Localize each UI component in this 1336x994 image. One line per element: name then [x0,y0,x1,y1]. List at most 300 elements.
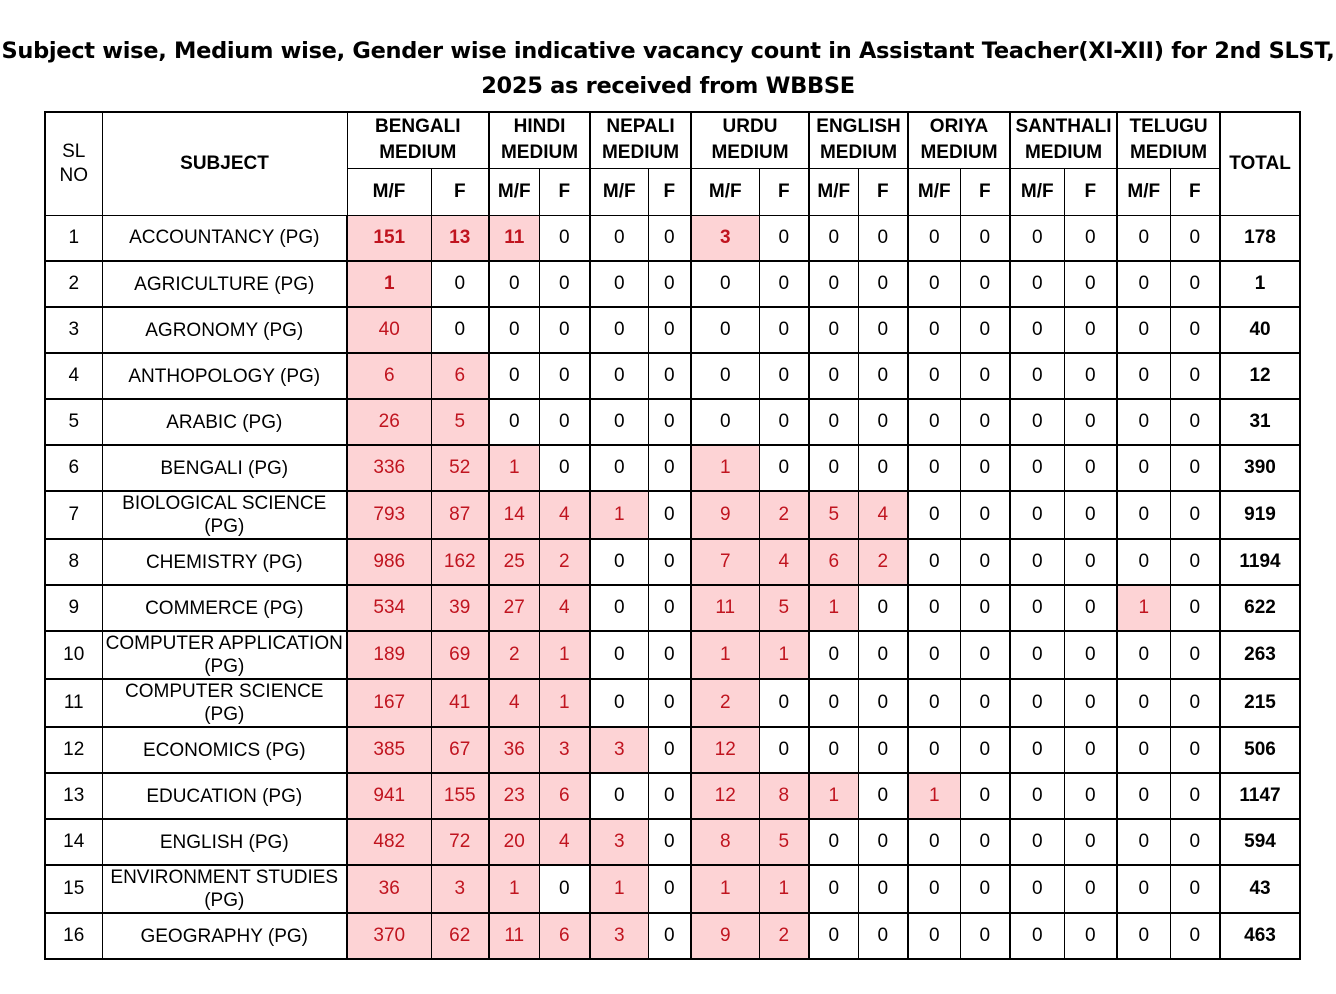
vacancy-cell: 0 [858,307,908,353]
vacancy-cell: 52 [431,445,489,491]
vacancy-cell: 0 [1117,307,1170,353]
vacancy-cell: 0 [539,445,590,491]
header-medium-name: TELUGU [1129,116,1208,138]
vacancy-cell: 0 [858,399,908,445]
vacancy-cell: 0 [1064,585,1117,631]
vacancy-cell: 0 [1064,819,1117,865]
vacancy-cell: 0 [1064,727,1117,773]
vacancy-cell: 167 [347,679,431,727]
vacancy-cell: 0 [1170,773,1220,819]
vacancy-cell: 7 [691,539,759,585]
row-total: 1194 [1220,539,1300,585]
vacancy-cell: 0 [648,679,691,727]
header-mf: M/F [691,168,759,215]
row-total: 31 [1220,399,1300,445]
vacancy-cell: 0 [759,215,809,261]
row-subject: ARABIC (PG) [102,399,347,445]
vacancy-cell: 0 [809,399,858,445]
header-f: F [1170,168,1220,215]
header-f: F [648,168,691,215]
vacancy-cell: 0 [908,399,960,445]
header-mf: M/F [1117,168,1170,215]
row-total: 506 [1220,727,1300,773]
vacancy-cell: 0 [960,585,1010,631]
vacancy-cell: 0 [590,773,648,819]
vacancy-cell: 370 [347,913,431,959]
vacancy-cell: 0 [858,353,908,399]
vacancy-cell: 0 [809,727,858,773]
vacancy-cell: 0 [908,585,960,631]
vacancy-cell: 0 [590,679,648,727]
vacancy-table [44,111,1301,960]
vacancy-cell: 0 [1064,307,1117,353]
row-total: 40 [1220,307,1300,353]
vacancy-cell: 40 [347,307,431,353]
row-subject: CHEMISTRY (PG) [102,539,347,585]
vacancy-cell: 0 [539,353,590,399]
vacancy-cell: 0 [1010,585,1064,631]
vacancy-cell: 6 [809,539,858,585]
title-line-1: Subject wise, Medium wise, Gender wise indicative vacancy count in Assistant Teacher(XI-XII) for 2nd SLST, [1,38,1335,64]
vacancy-cell: 20 [489,819,539,865]
vacancy-cell: 9 [691,491,759,539]
vacancy-cell: 0 [1170,215,1220,261]
row-sl-no: 13 [45,773,102,819]
vacancy-cell: 1 [691,445,759,491]
row-total: 1147 [1220,773,1300,819]
vacancy-cell: 39 [431,585,489,631]
vacancy-cell: 1 [809,773,858,819]
header-medium [809,112,908,168]
vacancy-cell: 986 [347,539,431,585]
row-subject: ENGLISH (PG) [102,819,347,865]
vacancy-cell: 0 [759,353,809,399]
vacancy-cell: 2 [489,631,539,679]
vacancy-cell: 36 [489,727,539,773]
vacancy-cell: 0 [858,631,908,679]
header-f: F [539,168,590,215]
vacancy-cell: 0 [489,261,539,307]
header-medium [347,112,489,168]
row-sl-no: 12 [45,727,102,773]
vacancy-cell: 0 [858,445,908,491]
header-medium-suffix: MEDIUM [711,142,789,164]
vacancy-cell: 0 [960,307,1010,353]
row-subject: BENGALI (PG) [102,445,347,491]
vacancy-cell: 0 [648,215,691,261]
vacancy-cell: 0 [1064,261,1117,307]
vacancy-cell: 0 [648,913,691,959]
vacancy-cell: 0 [691,307,759,353]
vacancy-cell: 1 [759,865,809,913]
vacancy-cell: 0 [908,353,960,399]
vacancy-cell: 0 [908,631,960,679]
table-row [45,353,1300,399]
vacancy-cell: 0 [539,865,590,913]
vacancy-cell: 5 [809,491,858,539]
vacancy-cell: 27 [489,585,539,631]
vacancy-cell: 0 [809,679,858,727]
table-row [45,679,1300,727]
vacancy-cell: 5 [759,819,809,865]
row-subject: AGRICULTURE (PG) [102,261,347,307]
vacancy-cell: 0 [759,727,809,773]
vacancy-cell: 8 [759,773,809,819]
table-row [45,445,1300,491]
vacancy-cell: 0 [691,261,759,307]
vacancy-cell: 41 [431,679,489,727]
vacancy-cell: 0 [908,215,960,261]
vacancy-cell: 151 [347,215,431,261]
vacancy-cell: 14 [489,491,539,539]
vacancy-cell: 0 [960,215,1010,261]
vacancy-cell: 0 [539,307,590,353]
vacancy-cell: 6 [539,773,590,819]
vacancy-cell: 4 [759,539,809,585]
vacancy-cell: 0 [1010,491,1064,539]
vacancy-cell: 0 [590,353,648,399]
vacancy-cell: 0 [1117,913,1170,959]
row-subject: ANTHOPOLOGY (PG) [102,353,347,399]
header-total: TOTAL [1220,112,1300,215]
row-total: 215 [1220,679,1300,727]
row-sl-no: 11 [45,679,102,727]
vacancy-cell: 0 [908,539,960,585]
row-total: 1 [1220,261,1300,307]
vacancy-cell: 0 [1117,819,1170,865]
vacancy-cell: 0 [648,261,691,307]
vacancy-cell: 3 [590,819,648,865]
vacancy-cell: 0 [908,307,960,353]
vacancy-cell: 0 [858,261,908,307]
vacancy-cell: 0 [590,631,648,679]
header-medium-name: BENGALI [375,116,461,138]
header-medium [1117,112,1220,168]
vacancy-cell: 0 [858,819,908,865]
vacancy-cell: 2 [691,679,759,727]
vacancy-cell: 0 [759,399,809,445]
row-sl-no: 9 [45,585,102,631]
vacancy-cell: 0 [590,445,648,491]
vacancy-cell: 0 [489,399,539,445]
header-medium-name: HINDI [513,116,566,138]
row-total: 390 [1220,445,1300,491]
vacancy-cell: 0 [1117,491,1170,539]
row-subject: ECONOMICS (PG) [102,727,347,773]
vacancy-cell: 23 [489,773,539,819]
vacancy-cell: 0 [908,865,960,913]
vacancy-cell: 0 [1117,631,1170,679]
vacancy-cell: 0 [1170,399,1220,445]
row-total: 263 [1220,631,1300,679]
vacancy-cell: 4 [539,491,590,539]
vacancy-cell: 0 [960,491,1010,539]
header-mf: M/F [590,168,648,215]
vacancy-cell: 0 [809,913,858,959]
header-f: F [431,168,489,215]
vacancy-cell: 4 [489,679,539,727]
vacancy-cell: 0 [590,261,648,307]
vacancy-cell: 0 [539,261,590,307]
vacancy-cell: 69 [431,631,489,679]
row-total: 43 [1220,865,1300,913]
vacancy-cell: 1 [590,491,648,539]
vacancy-cell: 3 [691,215,759,261]
row-subject: GEOGRAPHY (PG) [102,913,347,959]
vacancy-cell: 0 [809,865,858,913]
vacancy-cell: 336 [347,445,431,491]
vacancy-cell: 0 [648,539,691,585]
vacancy-cell: 0 [1170,307,1220,353]
row-subject: COMMERCE (PG) [102,585,347,631]
row-subject: COMPUTER SCIENCE (PG) [102,679,347,727]
vacancy-cell: 0 [960,445,1010,491]
vacancy-cell: 0 [1170,727,1220,773]
vacancy-cell: 4 [539,585,590,631]
vacancy-cell: 0 [1064,539,1117,585]
vacancy-cell: 0 [590,215,648,261]
header-mf: M/F [908,168,960,215]
vacancy-cell: 0 [1064,399,1117,445]
table-row [45,773,1300,819]
vacancy-cell: 0 [648,445,691,491]
vacancy-cell: 1 [539,679,590,727]
table-row [45,491,1300,539]
vacancy-cell: 0 [1064,679,1117,727]
vacancy-cell: 4 [858,491,908,539]
vacancy-cell: 0 [858,773,908,819]
vacancy-cell: 0 [1010,539,1064,585]
vacancy-cell: 0 [1170,631,1220,679]
vacancy-cell: 0 [590,585,648,631]
vacancy-cell: 0 [1064,215,1117,261]
vacancy-cell: 0 [648,491,691,539]
table-row [45,307,1300,353]
row-total: 178 [1220,215,1300,261]
vacancy-cell: 0 [759,307,809,353]
row-sl-no: 2 [45,261,102,307]
vacancy-cell: 0 [908,445,960,491]
vacancy-cell: 67 [431,727,489,773]
vacancy-cell: 0 [858,585,908,631]
header-medium-suffix: MEDIUM [1024,142,1103,164]
vacancy-cell: 0 [648,631,691,679]
vacancy-cell: 0 [1170,679,1220,727]
page-title [0,34,1336,104]
vacancy-cell: 0 [1117,399,1170,445]
vacancy-cell: 0 [960,727,1010,773]
vacancy-cell: 3 [431,865,489,913]
vacancy-cell: 0 [489,307,539,353]
header-sl-no [45,112,102,215]
vacancy-cell: 11 [691,585,759,631]
vacancy-cell: 0 [1117,727,1170,773]
vacancy-cell: 0 [539,215,590,261]
row-sl-no: 1 [45,215,102,261]
vacancy-cell: 0 [908,819,960,865]
vacancy-cell: 0 [1010,353,1064,399]
vacancy-cell: 4 [539,819,590,865]
vacancy-cell: 0 [960,399,1010,445]
vacancy-cell: 0 [1010,261,1064,307]
vacancy-cell: 3 [590,913,648,959]
vacancy-cell: 0 [1117,215,1170,261]
vacancy-cell: 0 [1010,727,1064,773]
row-sl-no: 15 [45,865,102,913]
vacancy-cell: 0 [590,307,648,353]
vacancy-cell: 0 [1064,865,1117,913]
vacancy-cell: 62 [431,913,489,959]
vacancy-cell: 0 [1010,865,1064,913]
vacancy-cell: 26 [347,399,431,445]
vacancy-cell: 0 [759,261,809,307]
vacancy-cell: 0 [1010,631,1064,679]
vacancy-cell: 0 [1117,261,1170,307]
vacancy-cell: 8 [691,819,759,865]
vacancy-cell: 0 [960,913,1010,959]
vacancy-cell: 941 [347,773,431,819]
row-sl-no: 8 [45,539,102,585]
vacancy-cell: 0 [960,631,1010,679]
vacancy-cell: 0 [1010,445,1064,491]
vacancy-cell: 0 [590,399,648,445]
vacancy-cell: 6 [347,353,431,399]
vacancy-cell: 0 [960,261,1010,307]
header-sl-no-label: SL NO [59,140,88,186]
vacancy-cell: 0 [1117,679,1170,727]
vacancy-cell: 0 [1010,679,1064,727]
row-sl-no: 16 [45,913,102,959]
vacancy-cell: 0 [809,353,858,399]
vacancy-cell: 0 [1117,865,1170,913]
vacancy-cell: 189 [347,631,431,679]
vacancy-cell: 0 [960,865,1010,913]
table-row [45,399,1300,445]
vacancy-cell: 0 [489,353,539,399]
header-medium-suffix: MEDIUM [1129,142,1208,164]
vacancy-cell: 87 [431,491,489,539]
vacancy-cell: 0 [1010,215,1064,261]
vacancy-cell: 0 [1010,399,1064,445]
table-row [45,585,1300,631]
header-medium [489,112,590,168]
vacancy-cell: 2 [759,491,809,539]
vacancy-cell: 1 [691,631,759,679]
vacancy-cell: 0 [1010,913,1064,959]
vacancy-cell: 0 [960,773,1010,819]
vacancy-cell: 11 [489,913,539,959]
header-medium [908,112,1010,168]
vacancy-cell: 3 [590,727,648,773]
row-sl-no: 10 [45,631,102,679]
header-mf: M/F [1010,168,1064,215]
vacancy-cell: 0 [691,353,759,399]
vacancy-cell: 0 [1064,773,1117,819]
row-subject: EDUCATION (PG) [102,773,347,819]
vacancy-cell: 0 [1170,261,1220,307]
vacancy-cell: 1 [759,631,809,679]
vacancy-cell: 1 [539,631,590,679]
row-total: 12 [1220,353,1300,399]
vacancy-cell: 0 [1170,353,1220,399]
vacancy-cell: 0 [759,679,809,727]
vacancy-cell: 72 [431,819,489,865]
header-f: F [759,168,809,215]
title-line-2: 2025 as received from WBBSE [481,73,855,99]
row-sl-no: 7 [45,491,102,539]
header-medium-suffix: MEDIUM [920,142,998,164]
vacancy-cell: 0 [908,261,960,307]
table-row [45,819,1300,865]
vacancy-cell: 0 [1117,773,1170,819]
vacancy-cell: 2 [539,539,590,585]
vacancy-cell: 0 [858,679,908,727]
vacancy-cell: 0 [960,539,1010,585]
vacancy-cell: 0 [809,307,858,353]
row-sl-no: 5 [45,399,102,445]
vacancy-cell: 0 [1117,445,1170,491]
table-row [45,727,1300,773]
vacancy-cell: 793 [347,491,431,539]
vacancy-cell: 5 [431,399,489,445]
vacancy-cell: 0 [1064,445,1117,491]
vacancy-cell: 3 [539,727,590,773]
row-sl-no: 6 [45,445,102,491]
vacancy-cell: 2 [858,539,908,585]
vacancy-cell: 0 [1064,491,1117,539]
vacancy-cell: 0 [960,819,1010,865]
header-medium-name: ENGLISH [816,116,901,138]
table-row [45,261,1300,307]
table-row [45,865,1300,913]
vacancy-cell: 11 [489,215,539,261]
row-total: 594 [1220,819,1300,865]
vacancy-cell: 0 [648,585,691,631]
vacancy-cell: 36 [347,865,431,913]
vacancy-cell: 0 [908,491,960,539]
vacancy-cell: 12 [691,727,759,773]
vacancy-cell: 0 [648,773,691,819]
vacancy-cell: 0 [858,727,908,773]
vacancy-cell: 0 [691,399,759,445]
row-subject: AGRONOMY (PG) [102,307,347,353]
vacancy-cell: 0 [858,865,908,913]
table-row [45,913,1300,959]
vacancy-cell: 12 [691,773,759,819]
vacancy-cell: 0 [1170,913,1220,959]
vacancy-cell: 0 [759,445,809,491]
header-medium [1010,112,1117,168]
vacancy-cell: 1 [691,865,759,913]
vacancy-cell: 0 [1170,819,1220,865]
vacancy-cell: 0 [1064,353,1117,399]
vacancy-cell: 1 [489,865,539,913]
vacancy-cell: 1 [908,773,960,819]
header-subject: SUBJECT [102,112,347,215]
row-sl-no: 4 [45,353,102,399]
vacancy-cell: 6 [431,353,489,399]
vacancy-cell: 0 [908,727,960,773]
vacancy-cell: 155 [431,773,489,819]
vacancy-cell: 0 [809,631,858,679]
header-medium-suffix: MEDIUM [601,142,680,164]
vacancy-cell: 0 [960,353,1010,399]
row-total: 919 [1220,491,1300,539]
vacancy-cell: 1 [1117,585,1170,631]
vacancy-cell: 0 [1010,773,1064,819]
header-medium-suffix: MEDIUM [819,142,898,164]
row-subject: ACCOUNTANCY (PG) [102,215,347,261]
